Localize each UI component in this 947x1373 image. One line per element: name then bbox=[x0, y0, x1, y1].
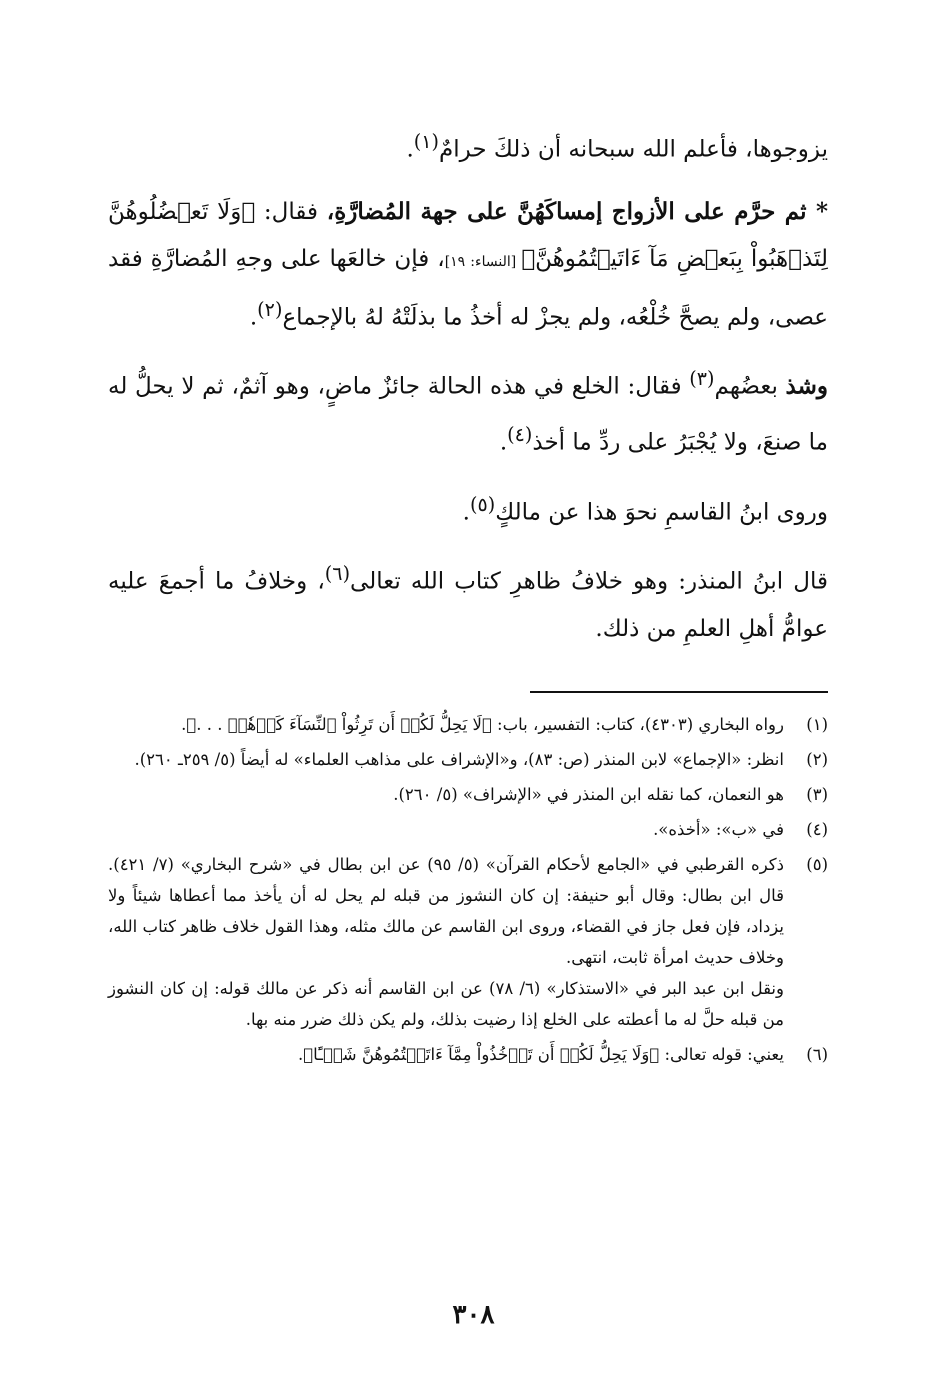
footnote-4 bbox=[108, 814, 828, 845]
footnote-marker-6[interactable]: (٦) bbox=[324, 562, 351, 586]
footnote-marker-1[interactable]: (١) bbox=[413, 130, 440, 153]
paragraph-5-text: قال ابنُ المنذر: وهو خلافُ ظاهرِ كتاب الله تعالى bbox=[350, 568, 828, 595]
paragraph-5-text-end: ، وخلافُ ما أجمعَ عليه عوامُّ أهلِ العلمِ من ذلك. bbox=[108, 568, 828, 642]
footnote-marker-2[interactable]: (٢) bbox=[257, 297, 283, 321]
footnote-text: في «ب»: «أخذه». bbox=[653, 819, 784, 839]
quran-verse: ﴿وَلَا تَعۡضُلُوهُنَّ لِتَذۡهَبُواْ بِبَعۡضِ مَآ ءَاتَيۡتُمُوهُنَّ﴾ bbox=[108, 198, 829, 272]
paragraph-1-text: يزوجوها، فأعلم الله سبحانه أن ذلكَ حرامٌ bbox=[439, 136, 828, 163]
footnote-number: (٣) bbox=[806, 784, 828, 804]
footnote-1 bbox=[108, 709, 828, 740]
paragraph-3-lead: وشذ bbox=[785, 372, 828, 400]
paragraph-3: وشذ بعضُهم$^{(٣)}$ فقال: الخلع في هذه الحالة جائزٌ ماضٍ، وهو آثمٌ، ثم لا يحلُّ له ما صنعَ، ولا يُجْبَرُ على ردِّ ما أخذ$^{(٤)}$. bbox=[108, 367, 828, 456]
paragraph-4-text: وروى ابنُ القاسمِ نحوَ هذا عن مالكٍ bbox=[495, 499, 828, 526]
footnote-marker-5[interactable]: (٥) bbox=[469, 492, 496, 516]
paragraph-3-subject: بعضُهم bbox=[714, 373, 786, 400]
footnote-text: هو النعمان، كما نقله ابن المنذر في «الإشراف» (٥/ ٢٦٠). bbox=[393, 784, 784, 804]
footnote-text-continued: ونقل ابن عبد البر في «الاستذكار» (٦/ ٧٨) عن ابن القاسم أنه ذكر عن مالك قوله: إن كان النشوز من قبله حلَّ له ما أعطته على الخلع إذا رضيت بذلك، ولم يكن ذلك ضرر منه بها. bbox=[108, 978, 784, 1029]
footnote-5 bbox=[108, 849, 828, 1035]
footnote-number: (١) bbox=[806, 714, 828, 734]
paragraph-3-text: فقال: الخلع في هذه الحالة جائزٌ ماضٍ، وهو آثمٌ، ثم لا يحلُّ له ما صنعَ، ولا يُجْبَرُ على ردِّ ما أخذ bbox=[108, 373, 828, 456]
paragraph-5 bbox=[108, 550, 828, 653]
paragraph-2: * ثم حرَّم على الأزواج إمساكَهُنَّ على جهة المُضارَّةِ، فقال: ﴿وَلَا تَعۡضُلُوهُنَّ لِتَذۡهَبُواْ بِبَعۡضِ مَآ ءَاتَيۡتُمُوهُنَّ﴾ [النساء: ١٩]، فإن خالعَها على وجهِ المُضارَّةِ فقد عصى، ولم يصحَّ خُلْعُه، ولم يجزْ له أخذُ ما بذلَتْهُ لهُ بالإجماع$^{(٢)}$. bbox=[108, 197, 829, 331]
page-content bbox=[108, 118, 828, 1074]
paragraph-4: وروى ابنُ القاسمِ نحوَ هذا عن مالكٍ$^{(٥)}$. bbox=[462, 492, 828, 526]
footnote-text: انظر: «الإجماع» لابن المنذر (ص: ٨٣)، و«الإشراف على مذاهب العلماء» له أيضاً (٥/ ٢٥٩ـ ٢٦٠). bbox=[134, 749, 784, 769]
footnote-number: (٦) bbox=[806, 1044, 828, 1064]
footnote-text: رواه البخاري (٤٣٠٣)، كتاب: التفسير، باب: ﴿لَا يَحِلُّ لَكُمۡ أَن تَرِثُواْ ٱلنِّسَآءَ كَرۡهٗاۖ . . .﴾. bbox=[181, 714, 784, 734]
footnote-2 bbox=[108, 744, 828, 775]
footnote-text: يعني: قوله تعالى: ﴿وَلَا يَحِلُّ لَكُمۡ أَن تَأۡخُذُواْ مِمَّآ ءَاتَيۡتُمُوهُنَّ شَيۡـًٔا﴾. bbox=[297, 1044, 784, 1064]
footnote-number: (٤) bbox=[806, 819, 828, 839]
page-number: ٣٠٨ bbox=[452, 1300, 495, 1330]
footnote-number: (٥) bbox=[806, 854, 828, 874]
footnote-3 bbox=[108, 779, 828, 810]
paragraph-1: يزوجوها، فأعلم الله سبحانه أن ذلكَ حرامٌ$^{(١)}$. bbox=[406, 130, 828, 163]
footnote-divider bbox=[530, 691, 828, 693]
paragraph-2-text: ، فإن خالعَها على وجهِ المُضارَّةِ فقد عصى، ولم يصحَّ خُلْعُه، ولم يجزْ له أخذُ ما بذلَتْهُ لهُ بالإجماع bbox=[108, 245, 828, 331]
footnote-number: (٢) bbox=[806, 749, 828, 769]
footnote-6 bbox=[108, 1039, 828, 1070]
footnote-marker-4[interactable]: (٤) bbox=[507, 422, 533, 446]
footnote-text: ذكره القرطبي في «الجامع لأحكام القرآن» (٥/ ٩٥) عن ابن بطال في «شرح البخاري» (٧/ ٤٢١). قال ابن بطال: وقال أبو حنيفة: إن كان النشوز من قبله لم يحل له أن يأخذ مما أعطاها شيئاً ولا يزداد، فإن فعل جاز في القضاء، وروى ابن القاسم عن مالك مثله، وهذا القول خلاف ظاهر كتاب الله، وخلاف حديث امرأة ثابت، انتهى. bbox=[108, 854, 785, 967]
footnote-marker-3[interactable]: (٣) bbox=[689, 367, 715, 391]
paragraph-2-heading: * ثم حرَّم على الأزواج إمساكَهُنَّ على جهة المُضارَّةِ، bbox=[326, 197, 828, 225]
paragraph-2-intro: فقال: bbox=[255, 198, 327, 225]
verse-reference: [النساء: ١٩] bbox=[444, 253, 522, 270]
footnotes bbox=[108, 709, 828, 1070]
main-text bbox=[108, 118, 828, 653]
